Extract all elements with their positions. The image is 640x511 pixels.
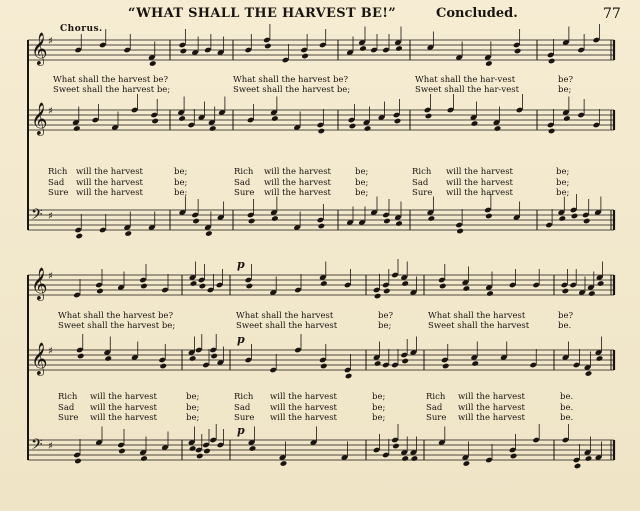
notehead [510, 453, 518, 460]
notehead [140, 283, 148, 290]
notehead [559, 215, 567, 222]
notehead [456, 228, 464, 235]
notehead [374, 293, 382, 300]
notehead [583, 218, 591, 225]
notehead [189, 355, 197, 362]
notehead [395, 45, 403, 52]
key-signature-sharp: ♯ [48, 36, 53, 47]
bass-clef: 𝄢 [31, 436, 43, 457]
notehead [411, 455, 419, 462]
notehead [395, 220, 403, 227]
notehead [401, 455, 409, 462]
notehead [392, 443, 400, 450]
notehead [514, 48, 522, 55]
notehead [104, 355, 112, 362]
notehead [425, 113, 433, 120]
notehead [96, 288, 104, 295]
key-signature-sharp: ♯ [48, 106, 53, 117]
notehead [401, 358, 409, 365]
notehead [140, 455, 148, 462]
notehead [345, 373, 353, 380]
notehead [318, 128, 326, 135]
notehead [494, 125, 502, 132]
notehead [588, 290, 596, 297]
notehead [209, 125, 217, 132]
notehead [383, 218, 391, 225]
dynamic-piano-mark: p [237, 258, 245, 271]
notehead [574, 463, 582, 470]
treble-clef: 𝄞 [31, 102, 48, 135]
notehead [264, 43, 272, 50]
notehead [199, 283, 207, 290]
notehead [318, 223, 326, 230]
notehead [151, 118, 159, 125]
notehead [196, 453, 204, 460]
treble-clef: 𝄞 [31, 32, 48, 65]
notehead [463, 285, 471, 292]
notehead [562, 288, 570, 295]
key-signature-sharp: ♯ [48, 271, 53, 282]
notehead [124, 230, 132, 237]
notehead [205, 230, 213, 237]
notehead [320, 363, 328, 370]
notehead [485, 60, 493, 67]
notehead [192, 218, 200, 225]
notehead [75, 233, 83, 240]
notehead [248, 218, 256, 225]
treble-clef: 𝄞 [31, 267, 48, 300]
key-signature-sharp: ♯ [48, 211, 53, 222]
notehead [246, 283, 254, 290]
notehead [359, 45, 367, 52]
notehead [485, 213, 493, 220]
notehead [320, 280, 328, 287]
notehead [73, 125, 81, 132]
notehead [74, 458, 82, 465]
notehead [428, 215, 436, 222]
bass-clef: 𝄢 [31, 206, 43, 227]
notehead [597, 280, 605, 287]
notehead [548, 128, 556, 135]
notehead [159, 363, 167, 370]
treble-clef: 𝄞 [31, 342, 48, 375]
notehead [571, 213, 579, 220]
notehead [210, 353, 218, 360]
notehead [394, 118, 402, 125]
notehead [548, 58, 556, 65]
notehead [180, 48, 188, 55]
notehead [471, 120, 479, 127]
notehead [563, 115, 571, 122]
notehead [280, 460, 288, 467]
notehead [118, 448, 126, 455]
notehead [383, 288, 391, 295]
notehead [364, 125, 372, 132]
dynamic-piano-mark: p [237, 424, 245, 437]
notehead [77, 353, 85, 360]
notehead [301, 53, 309, 60]
sheet-music-page: “WHAT SHALL THE HARVEST BE!” Concluded. 77 Chorus. 𝄞 ♯ 𝄞 ♯ 𝄢 ♯ 𝄞 ♯ 𝄞 ♯ 𝄢 ♯ p p p What shall the harvest be? What shall the harvest be? What shall the har-vest be? Sweet shall the harvest be; Sweet shall the harvest be; Sweet shall the har-vest be; Rich will the harvest be; Rich will the harvest be; Rich will the harvest be; Sad will the harvest be; Sad will the harvest be; Sad will the harvest be; Sure will the harvest be; Sure will the harvest be; Sure will the harvest be; What shall the harvest be? What shall the harvest be? What shall the harvest be? Sweet shall the harvest be; Sweet shall the harvest be; Sweet shall the harvest be. Rich will the harvest be; Rich will the harvest be; Rich will the harvest be. Sad will the harvest be; Sad will the harvest be; Sad will the harvest be. Sure will the harvest be; Sure will the harvest be; Sure will the harvest be. [0, 0, 640, 511]
notehead [203, 448, 211, 455]
notehead [178, 115, 186, 122]
chorus-label: Chorus. [60, 24, 103, 34]
notehead [374, 360, 382, 367]
notehead [486, 290, 494, 297]
notehead [249, 445, 257, 452]
notehead [190, 280, 198, 287]
page-number: 77 [603, 6, 621, 22]
notehead [401, 280, 409, 287]
notehead [271, 115, 279, 122]
song-title: “WHAT SHALL THE HARVEST BE!” [128, 6, 397, 21]
notehead [585, 455, 593, 462]
key-signature-sharp: ♯ [48, 346, 53, 357]
notehead [471, 360, 479, 367]
dynamic-piano-mark: p [237, 333, 245, 346]
notehead [585, 370, 593, 377]
notehead [442, 363, 450, 370]
concluded-label: Concluded. [436, 6, 518, 21]
notehead [271, 215, 279, 222]
notehead [189, 445, 197, 452]
notehead [439, 283, 447, 290]
notehead [349, 123, 357, 130]
key-signature-sharp: ♯ [48, 441, 53, 452]
notehead [596, 355, 604, 362]
notehead [149, 60, 157, 67]
notehead [463, 460, 471, 467]
